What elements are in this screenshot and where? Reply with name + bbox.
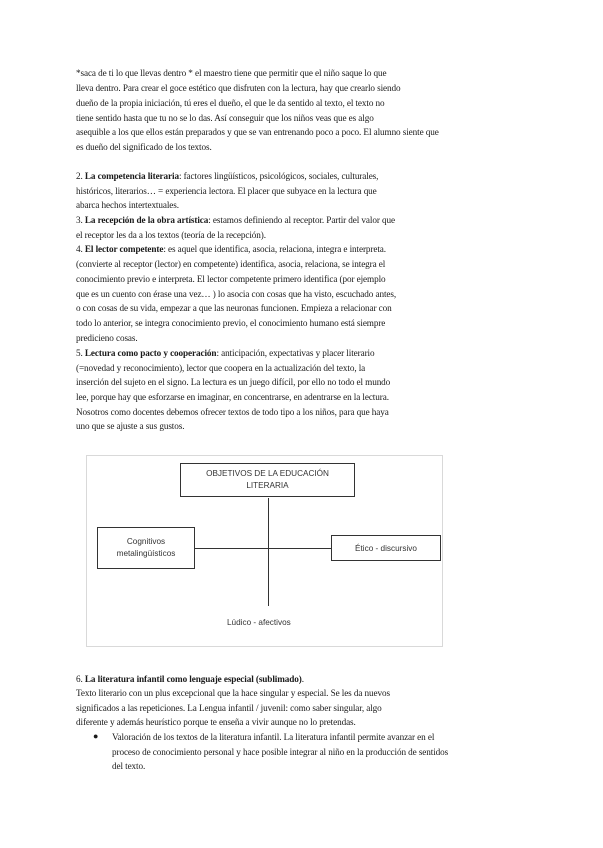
diagram-connector-horizontal [195, 548, 331, 549]
section-3-heading-line [76, 213, 395, 228]
intro-line: es dueño del significado de los textos. [76, 142, 212, 152]
diagram-left-line2: metalingüísticos [116, 549, 176, 558]
diagram-connector-vertical [268, 498, 269, 606]
section-4-line: predicieno cosas. [76, 333, 138, 343]
diagram-top-line2: LITERARIA [246, 481, 289, 490]
intro-line: asequible a los que ellos están preparados y que se van entrenando poco a poco. El alumno siente que [76, 127, 439, 137]
section-title: Lectura como pacto y cooperación [84, 348, 217, 358]
intro-line: lleva dentro. Para crear el goce estético que disfruten con la lectura, hay que crearlo siendo [76, 83, 401, 93]
section-text: . [301, 674, 304, 684]
section-4-line: que es un cuento con érase una vez… ) lo asocia con cosas que ha visto, escuchado antes, [76, 289, 397, 299]
section-4-line: o con cosas de su vida, empezar a que las neuronas funcionen. Empieza a relacionar con [76, 303, 392, 313]
section-text: : estamos definiendo al receptor. Partir del valor que [208, 215, 395, 225]
section-6-heading-line [76, 672, 304, 687]
section-5-line: inserción del sujeto en el signo. La lectura es un juego difícil, por ello no todo el mundo [76, 377, 391, 387]
section-6-line: Texto literario con un plus excepcional que la hace singular y especial. Se les da nuevos [76, 688, 390, 698]
bullet-icon: ● [93, 731, 99, 741]
section-2-heading-line [76, 169, 378, 184]
section-6-line: diferente y además heurístico porque te enseña a vivir aunque no lo pretendas. [76, 717, 356, 727]
diagram-top-line1: OBJETIVOS DE LA EDUCACIÓN [206, 469, 329, 478]
bullet-line: proceso de conocimiento personal y hace posible integrar al niño en la producción de sentidos [112, 747, 449, 757]
diagram-left-box [97, 527, 195, 569]
section-4-line: (convierte al receptor (lector) en competente) identifica, asocia, relaciona, se integra el [76, 259, 386, 269]
bullet-line: Valoración de los textos de la literatura infantil. La literatura infantil permite avanzar en el [112, 732, 435, 742]
section-6-line: significados a las repeticiones. La Lengua infantil / juvenil: como saber singular, algo [76, 703, 382, 713]
section-5-line: Nosotros como docentes debemos ofrecer textos de todo tipo a los niños, para que haya [76, 407, 389, 417]
objectives-diagram [86, 455, 443, 647]
section-4-line: todo lo anterior, se integra conocimiento previo, el conocimiento humano está siempre [76, 318, 386, 328]
section-title: La competencia literaria [84, 171, 179, 181]
section-number: 3. [76, 215, 83, 225]
section-5-line: uno que se ajuste a sus gustos. [76, 421, 185, 431]
section-5-line: (=novedad y reconocimiento), lector que coopera en la actualización del texto, la [76, 363, 366, 373]
section-title: La recepción de la obra artística [84, 215, 209, 225]
section-title: La literatura infantil como lenguaje especial (sublimado) [84, 674, 302, 684]
diagram-right-label: Ético - discursivo [355, 544, 417, 553]
section-text: : es aquel que identifica, asocia, relaciona, integra e interpreta. [163, 244, 386, 254]
diagram-left-line1: Cognitivos [126, 537, 166, 546]
section-text: : factores lingüísticos, psicológicos, sociales, culturales, [178, 171, 379, 181]
section-number: 2. [76, 171, 83, 181]
section-3-line: el receptor les da a los textos (teoría de la recepción). [76, 230, 266, 240]
section-number: 6. [76, 674, 83, 684]
intro-line: dueño de la propia iniciación, tú eres el dueño, el que le da sentido al texto, el texto no [76, 98, 385, 108]
section-5-heading-line [76, 346, 374, 361]
intro-line: tiene sentido hasta que tu no se lo das. Así conseguir que los niños veas que es algo [76, 113, 374, 123]
section-4-line: conocimiento previo e interpreta. El lector competente primero identifica (por ejemplo [76, 274, 386, 284]
bullet-line: del texto. [112, 761, 146, 771]
section-title: El lector competente [84, 244, 164, 254]
diagram-top-box [180, 463, 355, 497]
section-5-line: lee, porque hay que esforzarse en imaginar, en concentrarse, en adentrarse en la lectura. [76, 392, 389, 402]
section-text: : anticipación, expectativas y placer literario [216, 348, 375, 358]
section-number: 4. [76, 244, 83, 254]
section-number: 5. [76, 348, 83, 358]
intro-line: *saca de ti lo que llevas dentro * el maestro tiene que permitir que el niño saque lo que [76, 68, 387, 78]
section-4-heading-line [76, 242, 386, 257]
diagram-bottom-label: Lúdico - afectivos [227, 618, 291, 627]
section-2-line: históricos, literarios… = experiencia lectora. El placer que subyace en la lectura que [76, 186, 377, 196]
section-2-line: abarca hechos intertextuales. [76, 200, 179, 210]
diagram-right-box [331, 535, 441, 561]
